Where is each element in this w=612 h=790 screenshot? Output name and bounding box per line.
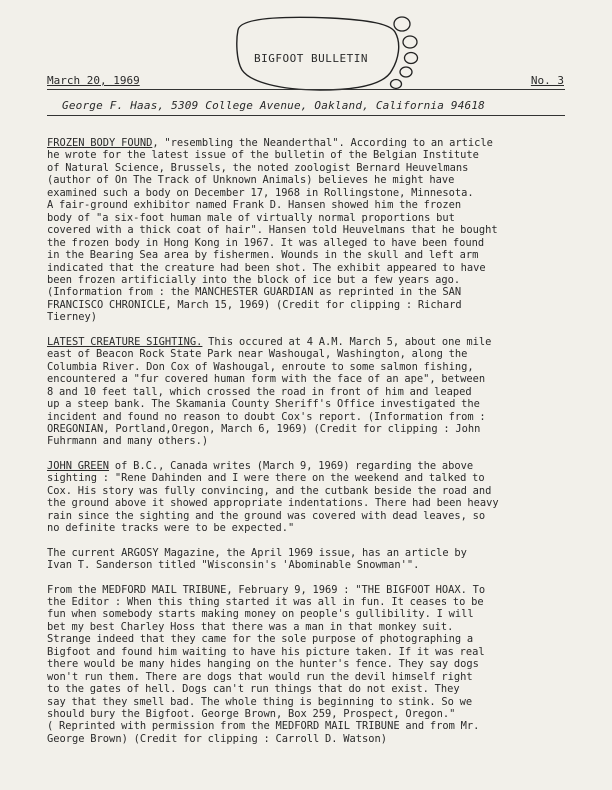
- article-text: The current ARGOSY Magazine, the April 1969 issue, has an article by Ivan T. Sanderson titled "Wisconsin's 'Abominable Snowman'".: [47, 546, 467, 572]
- publisher-address: George F. Haas, 5309 College Avenue, Oakland, California 94618: [62, 99, 485, 112]
- article-text: , "resembling the Neanderthal". According to an article he wrote for the latest issue of the bulletin of the Belgian Institute of Natural Science, Brussels, the noted zoologist Bernard Heuvelmans (author of On The Track of Unknown Animals) believes he might have examined such a body on December 17, 1968 in Rollingstone, Minnesota. A fair-ground exhibitor named Frank D. Hansen showed him the frozen body of "a six-foot human male of virtually normal proportions but covered with a thick coat of hair". Hansen told Heuvelmans that he bought the frozen body in Hong Kong in 1967. It was alleged to have been found in the Bearing Sea area by fishermen. Wounds in the skull and left arm indicated that the creature had been shot. The exhibit appeared to have been frozen artificially into the block of ice but a few years ago. (Information from : the MANCHESTER GUARDIAN as reprinted in the SAN FRANCISCO CHRONICLE, March 15, 1969) (Credit for clipping : Richard Tierney): [47, 137, 498, 324]
- article-creature-sighting: [47, 336, 569, 448]
- article-medford-letter: [47, 584, 569, 746]
- bulletin-title: BIGFOOT BULLETIN: [254, 52, 368, 65]
- article-text: This occured at 4 A.M. March 5, about one mile east of Beacon Rock State Park near Washougal, Washington, along the Columbia River. Don Cox of Washougal, enroute to some salmon fishing, encountered a "fur covered human form with the face of an ape", between 8 and 10 feet tall, which crossed the road in front of him and leaped up a steep bank. The Skamania County Sheriff's Office investigated the incident and found no reason to doubt Cox's report. (Information from : OREGONIAN, Portland,Oregon, March 6, 1969) (Credit for clipping : John Fuhrmann and many others.): [47, 335, 492, 448]
- bulletin-body: [47, 137, 569, 757]
- article-frozen-body: [47, 137, 569, 324]
- article-john-green: [47, 460, 569, 535]
- header-rule-bottom: [47, 115, 565, 116]
- article-headline: LATEST CREATURE SIGHTING.: [47, 335, 203, 348]
- issue-date: March 20, 1969: [47, 74, 140, 87]
- header-rule-top: [47, 89, 565, 90]
- issue-number: No. 3: [530, 74, 564, 87]
- article-argosy: [47, 547, 569, 572]
- article-headline: JOHN GREEN: [47, 459, 110, 472]
- article-text: of B.C., Canada writes (March 9, 1969) regarding the above sighting : "Rene Dahinden and I were there on the weekend and talked to Cox. His story was fully convincing, and the cutbank beside the road and the ground above it showed appropriate indentations. There had been heavy rain since the sighting and the ground was covered with dead leaves, so no definite tracks were to be expected.": [47, 459, 499, 535]
- article-headline: FROZEN BODY FOUND: [47, 137, 153, 149]
- article-text: From the MEDFORD MAIL TRIBUNE, February 9, 1969 : "THE BIGFOOT HOAX. To the Editor : When this thing started it was all in fun. It ceases to be fun when somebody starts making money on people's gullibility. I will bet my best Charley Hoss that there was a man in that monkey suit. Strange indeed that they came for the sole purpose of photographing a Bigfoot and found him waiting to have his picture taken. If it was real there would be many hides hanging on the hunter's fence. They say dogs won't run them. There are dogs that would run the devil himself right to the gates of hell. Dogs can't run things that do not exist. They say that they smell bad. The whole thing is beginning to stink. So we should bury the Bigfoot. George Brown, Box 259, Prospect, Oregon." ( Reprinted with permission from the MEDFORD MAIL TRIBUNE and from Mr. George Brown) (Credit for clipping : Carroll D. Watson): [47, 583, 486, 745]
